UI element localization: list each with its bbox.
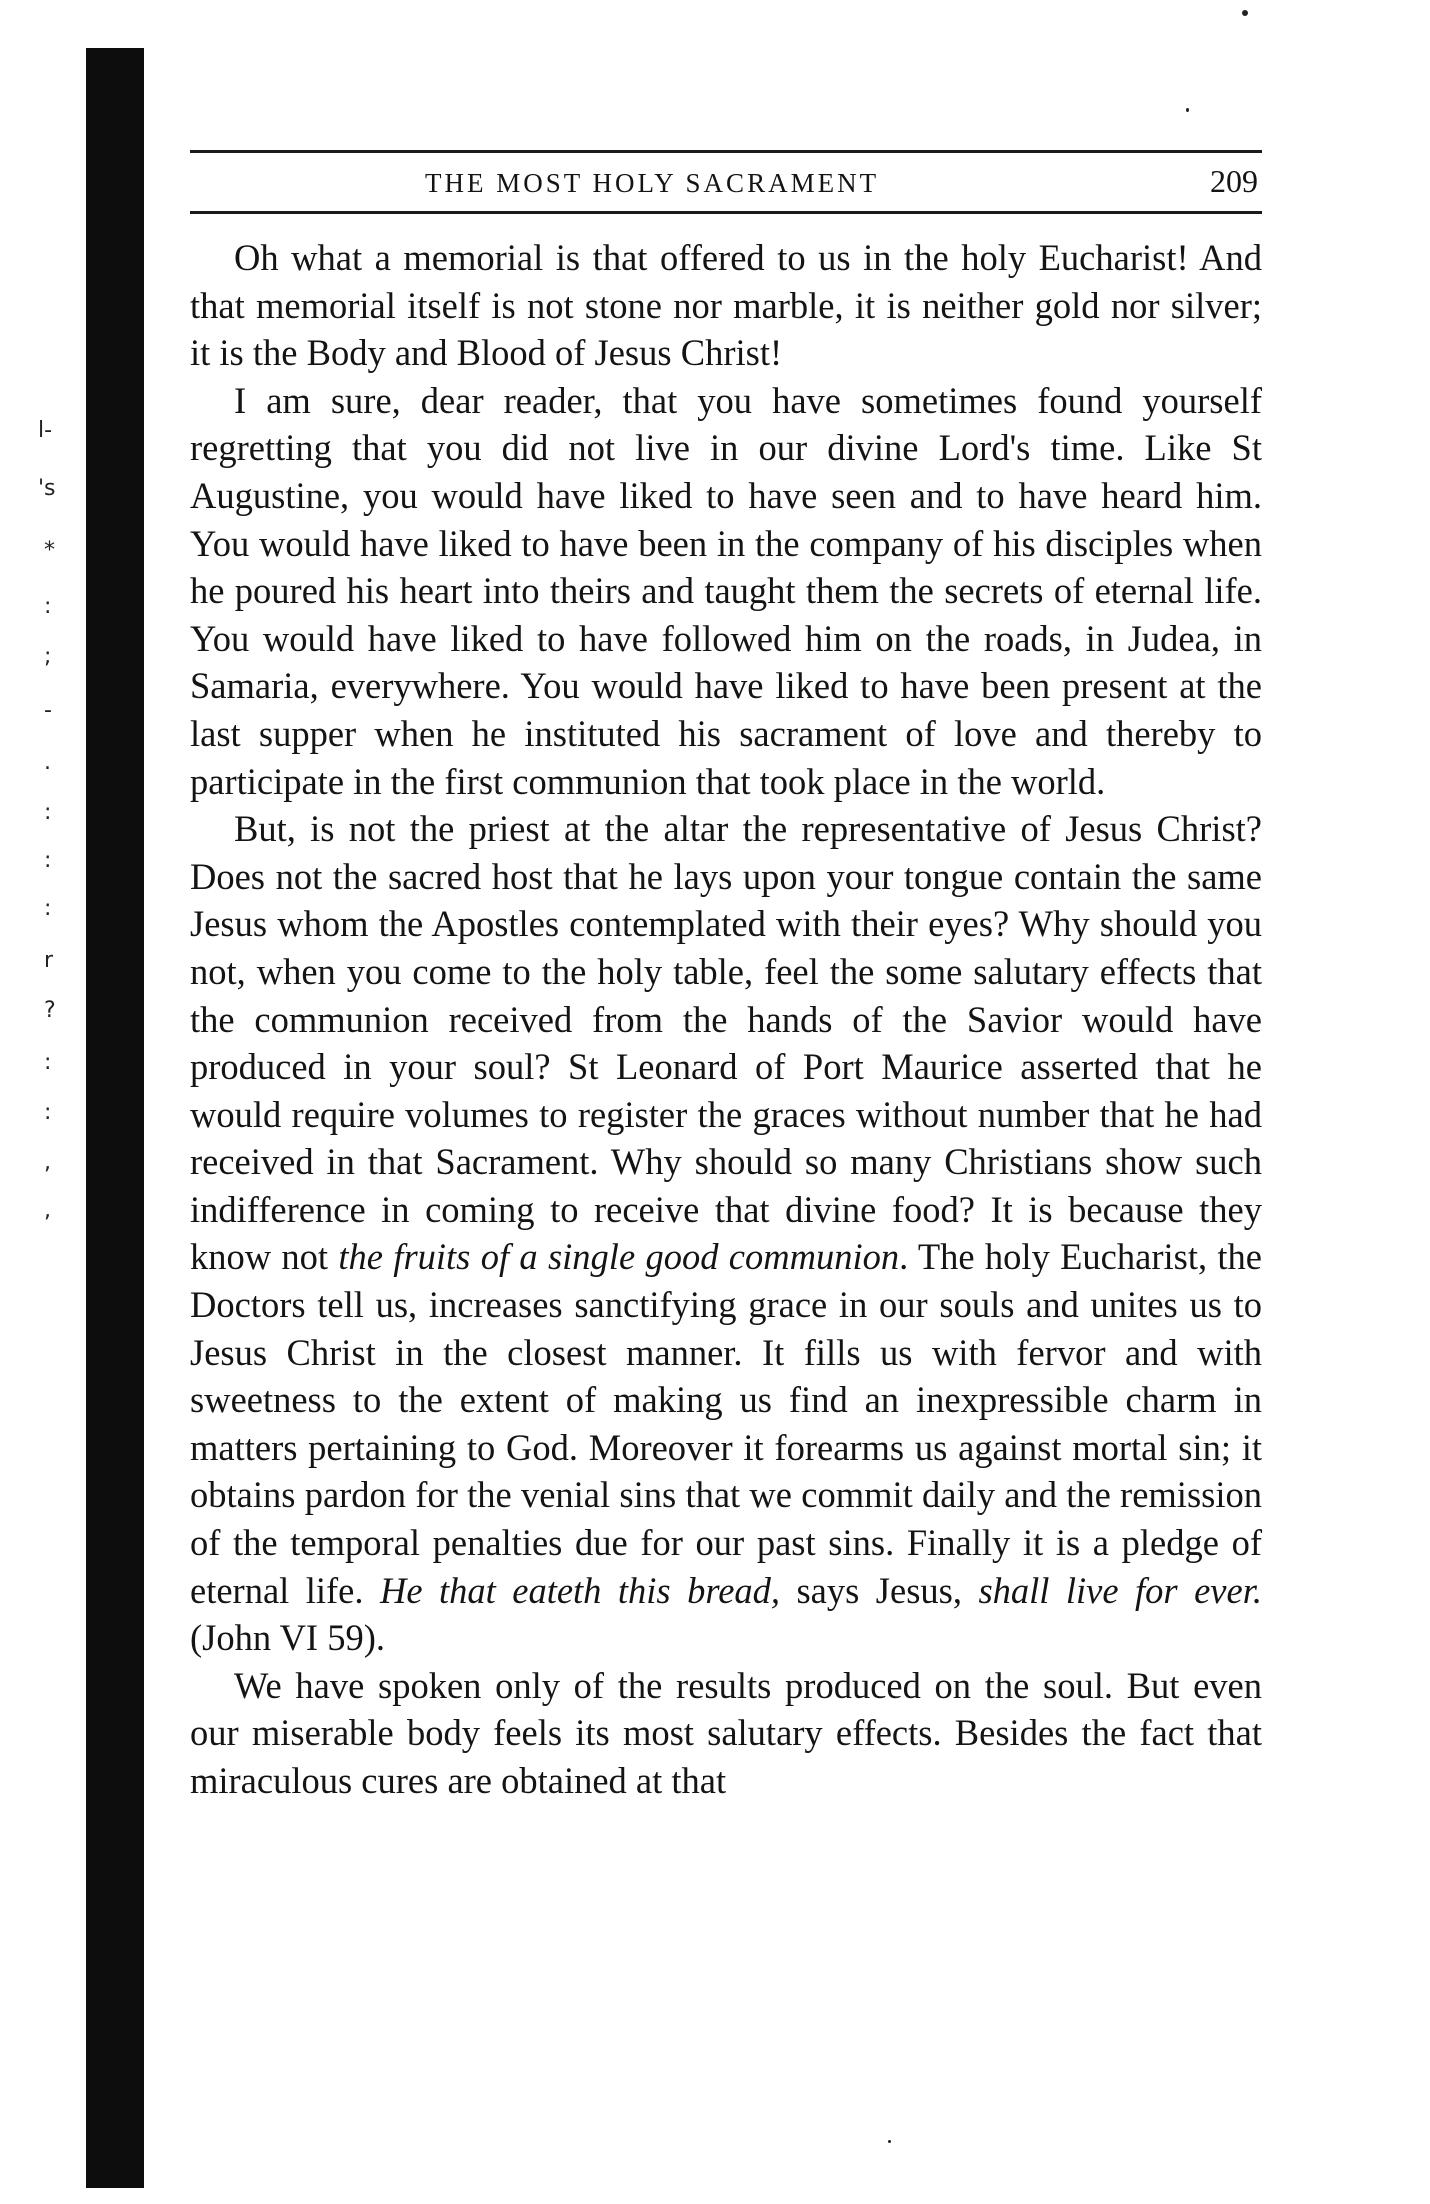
text-run: We have spoken only of the results produced on the soul. But even our miserable body feels its most salutary effects. Besides the fact that miraculous cures are obtained at that xyxy=(190,1664,1262,1801)
margin-fragment: * xyxy=(44,538,55,563)
scan-speck xyxy=(1186,108,1189,112)
running-title: THE MOST HOLY SACRAMENT xyxy=(425,168,880,198)
text-run: (John VI 59). xyxy=(190,1617,385,1659)
body-text xyxy=(190,234,1262,1805)
paragraph xyxy=(190,1662,1262,1805)
header-rule-bottom xyxy=(190,211,1262,214)
margin-fragment: , xyxy=(44,1198,51,1223)
margin-fragment: 's xyxy=(38,476,56,501)
margin-fragment: : xyxy=(44,594,52,619)
text-run: Oh what a memorial is that offered to us in the holy Eucharist! And that memorial itself is not stone nor marble, it is neither gold nor silver; it is the Body and Blood of Jesus Christ! xyxy=(190,237,1262,374)
margin-fragment: ; xyxy=(44,644,52,669)
margin-fragment: l- xyxy=(38,418,53,443)
margin-fragment: : xyxy=(44,1100,52,1125)
margin-fragment: : xyxy=(44,800,52,825)
text-run: But, is not the priest at the altar the representative of Jesus Christ? Does not the sacred host that he lays upon your tongue contain the same Jesus whom the Apostles contemplated with their eyes? Why should you not, when you come to the holy table, feel the some salutary effects that the communion received from the hands of the Savior would have produced in your soul? St Leonard of Port Maurice asserted that he would require volumes to register the graces without number that he had received in that Sacrament. Why should so many Christians show such indifference in coming to receive that divine food? It is because they know not xyxy=(190,808,1262,1278)
italic-phrase: the fruits of a single good communion xyxy=(338,1236,900,1278)
italic-phrase: shall live for ever. xyxy=(978,1569,1262,1611)
page-number: 209 xyxy=(1210,163,1258,199)
paragraph xyxy=(190,377,1262,805)
margin-fragment: : xyxy=(44,848,52,873)
margin-fragment: , xyxy=(44,1150,51,1175)
paragraph xyxy=(190,805,1262,1662)
text-run: . The holy Eucharist, the Doctors tell us, increases sanctifying grace in our souls and unites us to Jesus Christ in the closest manner. It fills us with fervor and with sweetness to the extent of making us find an inexpressible charm in matters pertaining to God. Moreover it forearms us against mortal sin; it obtains pardon for the venial sins that we commit daily and the remission of the temporal penalties due for our past sins. Finally it is a pledge of eternal life. xyxy=(190,1236,1263,1611)
paragraph xyxy=(190,234,1262,377)
margin-fragment: r xyxy=(44,948,54,973)
margin-fragment: ? xyxy=(44,998,56,1023)
book-page xyxy=(190,150,1262,1805)
margin-fragments xyxy=(0,170,70,1470)
running-head xyxy=(190,163,1262,203)
margin-fragment: . xyxy=(44,750,51,775)
italic-phrase: He that eateth this bread, xyxy=(379,1569,781,1611)
scan-speck xyxy=(1242,10,1248,16)
text-run: says Jesus, xyxy=(780,1569,979,1611)
scan-speck xyxy=(888,2140,891,2143)
margin-fragment: - xyxy=(44,698,52,723)
binding-shadow xyxy=(86,48,144,2188)
text-run: I am sure, dear reader, that you have sometimes found yourself regretting that you did not live in our divine Lord's time. Like St Augustine, you would have liked to have seen and to have heard him. You would have liked to have been in the company of his disciples when he poured his heart into theirs and taught them the secrets of eternal life. You would have liked to have followed him on the roads, in Judea, in Samaria, everywhere. You would have liked to have been present at the last supper when he instituted his sacrament of love and thereby to participate in the first communion that took place in the world. xyxy=(190,379,1262,802)
margin-fragment: : xyxy=(44,1050,52,1075)
margin-fragment: : xyxy=(44,896,52,921)
header-rule-top xyxy=(190,150,1262,153)
